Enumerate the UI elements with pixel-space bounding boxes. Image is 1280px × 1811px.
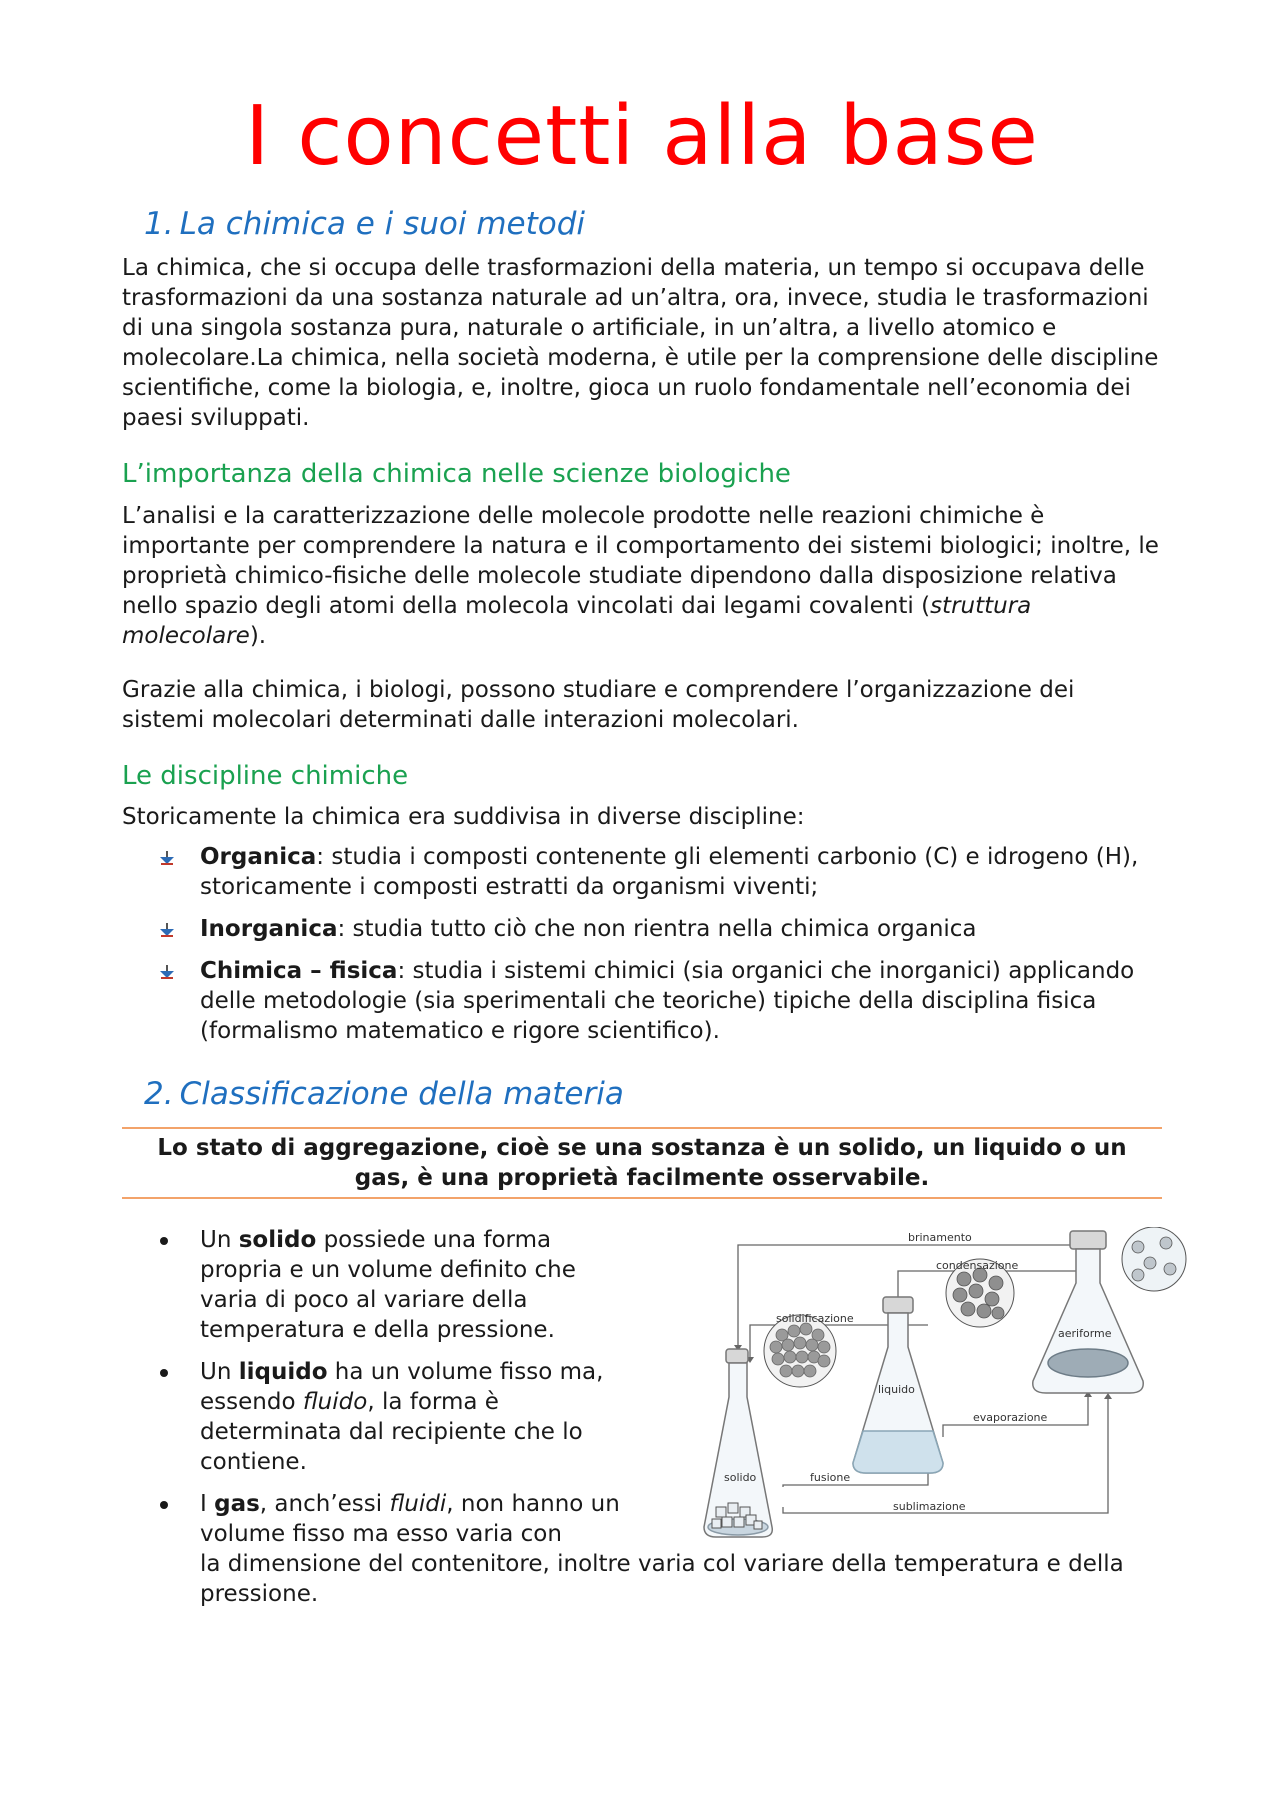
section-2-title: Classificazione della materia (179, 1075, 624, 1112)
page-title: I concetti alla base (245, 89, 1039, 184)
liquido-pre: Un (200, 1359, 239, 1386)
bullet-dot-icon (160, 1237, 168, 1245)
gas-mid: , anch’essi (259, 1491, 390, 1518)
label-aeriforme: aeriforme (1058, 1327, 1112, 1341)
section-1-number: 1. (144, 206, 174, 243)
importanza-p1-end: ). (249, 622, 267, 649)
solid-particles (764, 1315, 836, 1387)
discipline-term: Chimica – fisica (200, 957, 398, 984)
label-solido: solido (724, 1471, 757, 1485)
importanza-p1-italic: struttura molecolare (122, 592, 1032, 649)
arrow-bullet-icon (158, 923, 176, 937)
liquido-italic: fluido (302, 1389, 368, 1416)
label-fusione: fusione (810, 1471, 851, 1485)
gas-particles (1122, 1227, 1186, 1291)
section-2-number: 2. (144, 1075, 174, 1112)
importanza-p1-text: L’analisi e la caratterizzazione delle molecole prodotte nelle reazioni chimiche è importante per comprendere la natura e il comportamento dei sistemi biologici; inoltre, le proprietà chimico-fisiche delle molecole studiate dipendono dalla disposizione relativa nello spazio degli atomi della molecola vincolati dai legami covalenti ( (122, 502, 1159, 619)
gas-text-1: , non hanno un volume fisso ma esso varia con (200, 1491, 620, 1548)
list-item (200, 956, 1162, 1046)
label-solidificazione: solidificazione (776, 1312, 854, 1326)
bullet-dot-icon (160, 1501, 168, 1509)
discipline-text: : studia tutto ciò che non rientra nella chimica organica (337, 915, 977, 942)
label-brinamento: brinamento (908, 1231, 972, 1245)
solido-text: possiede una forma propria e un volume definito che varia di poco al variare della temperatura e della pressione. (200, 1227, 576, 1344)
highlight-box: Lo stato di aggregazione, cioè se una sostanza è un solido, un liquido o un gas, è una proprietà facilmente osservabile. (122, 1127, 1162, 1199)
solid-flask (704, 1349, 772, 1537)
list-item (200, 914, 1162, 944)
gas-term: gas (214, 1491, 260, 1518)
list-item (200, 1357, 640, 1477)
solido-pre: Un (200, 1227, 239, 1254)
gas-italic: fluidi (389, 1491, 447, 1518)
bullet-dot-icon (160, 1369, 168, 1377)
label-evaporazione: evaporazione (973, 1411, 1048, 1425)
label-sublimazione: sublimazione (893, 1500, 966, 1514)
gas-first-lines (200, 1489, 640, 1549)
list-item (200, 842, 1162, 902)
list-item (200, 1225, 640, 1345)
importanza-heading: L’importanza della chimica nelle scienze biologiche (122, 459, 791, 490)
gas-pre: I (200, 1491, 215, 1518)
importanza-paragraph-2: Grazie alla chimica, i biologi, possono studiare e comprendere l’organizzazione dei sistemi molecolari determinati dalle interazioni molecolari. (122, 676, 1075, 733)
states-of-matter (122, 1225, 1162, 1645)
section-2-heading (144, 1076, 1162, 1113)
section-1-paragraph: La chimica, che si occupa delle trasformazioni della materia, un tempo si occupava delle trasformazioni da una sostanza naturale ad un’altra, ora, invece, studia le trasformazioni di una singola sostanza pura, naturale o artificiale, in un’altra, a livello atomico e molecolare.La chimica, nella società moderna, è utile per la comprensione delle discipline scientifiche, come la biologia, e, inoltre, gioca un ruolo fondamentale nell’economia dei paesi sviluppati. (122, 255, 1159, 432)
arrow-bullet-icon (158, 851, 176, 865)
solido-term: solido (238, 1227, 317, 1254)
discipline-text: : studia i composti contenente gli elementi carbonio (C) e idrogeno (H), storicamente i composti estratti da organismi viventi; (200, 843, 1139, 900)
discipline-term: Organica (200, 843, 317, 870)
gas-text-2: la dimensione del contenitore, inoltre varia col variare della temperatura e della pressione. (200, 1551, 1124, 1608)
discipline-text: : studia i sistemi chimici (sia organici che inorganici) applicando delle metodologie (sia sperimentali che teoriche) tipiche della disciplina fisica (formalismo matematico e rigore scientifico). (200, 957, 1135, 1044)
importanza-paragraph-1 (122, 501, 1162, 651)
discipline-term: Inorganica (200, 915, 338, 942)
liquido-term: liquido (238, 1359, 328, 1386)
liquido-text: , la forma è determinata dal recipiente che lo contiene. (200, 1389, 583, 1476)
document-page (122, 0, 1162, 1645)
discipline-list (122, 842, 1162, 1046)
phase-transitions-diagram (698, 1227, 1188, 1553)
arrow-bullet-icon (158, 965, 176, 979)
discipline-intro: Storicamente la chimica era suddivisa in diverse discipline: (122, 803, 805, 830)
discipline-heading: Le discipline chimiche (122, 760, 409, 791)
label-liquido: liquido (878, 1383, 915, 1397)
liquido-mid: ha un volume fisso ma, essendo (200, 1359, 604, 1416)
label-condensazione: condensazione (936, 1259, 1019, 1273)
sublimazione-arrow (783, 1397, 1108, 1513)
section-1-title: La chimica e i suoi metodi (179, 206, 586, 243)
section-1-heading (144, 206, 1162, 243)
